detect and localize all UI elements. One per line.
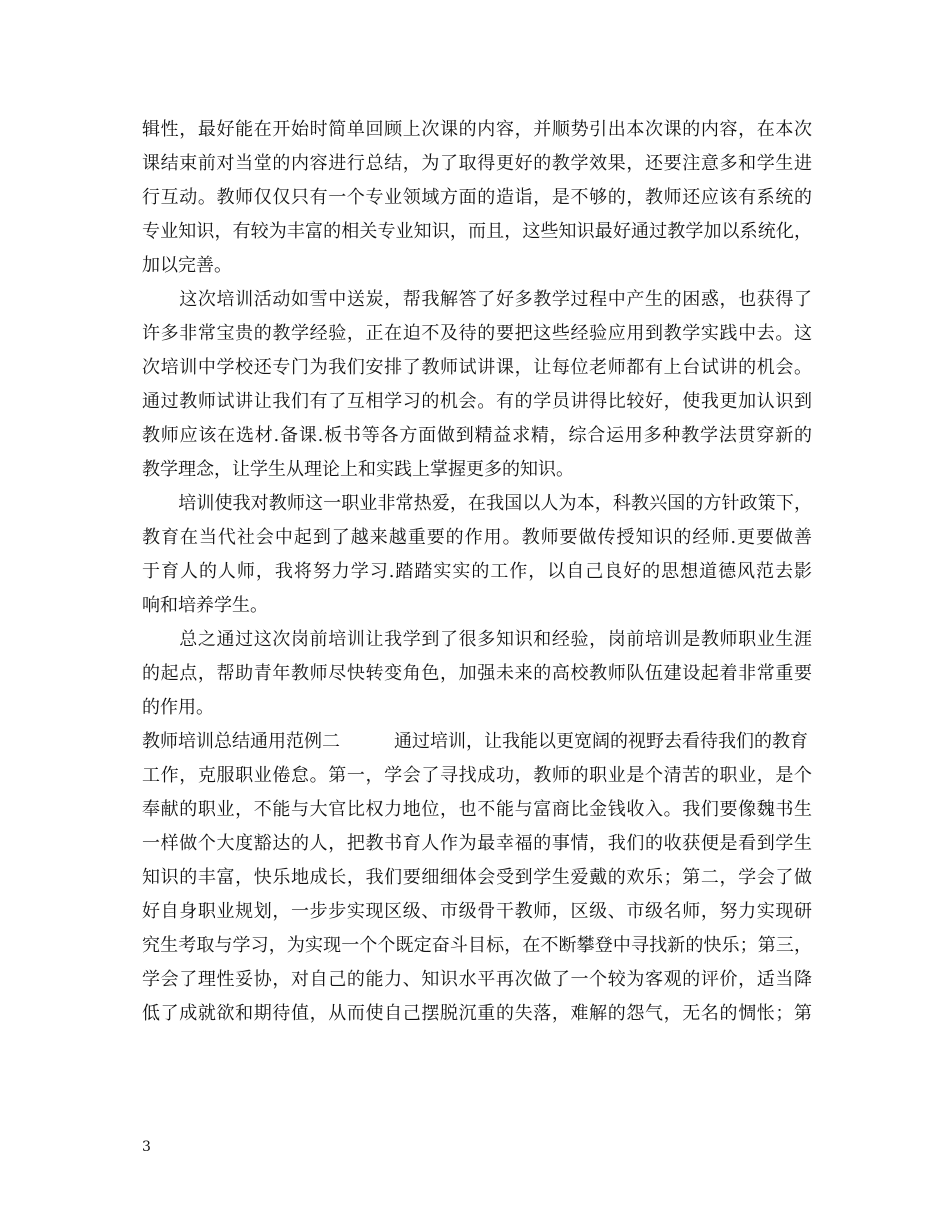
text-line: 许多非常宝贵的教学经验，正在迫不及待的要把这些经验应用到教学实践中去。这: [142, 323, 812, 344]
text-line: 奉献的职业，不能与大官比权力地位，也不能与富商比金钱收入。我们要像魏书生: [142, 799, 812, 820]
text-line: 的作用。: [142, 697, 214, 718]
text-line: 加以完善。: [142, 255, 232, 276]
text-line: 行互动。教师仅仅只有一个专业领域方面的造诣，是不够的，教师还应该有系统的: [142, 187, 812, 208]
text-line: 好自身职业规划，一步步实现区级、市级骨干教师，区级、市级名师，努力实现研: [142, 901, 812, 922]
text-line: 教学理念，让学生从理论上和实践上掌握更多的知识。: [142, 459, 574, 480]
page-number: 3: [142, 1139, 151, 1155]
section-heading-line: [142, 725, 812, 759]
text-line: 响和培养学生。: [142, 595, 268, 616]
text-line: 这次培训活动如雪中送炭，帮我解答了好多教学过程中产生的困惑，也获得了: [142, 289, 812, 310]
text-line: 知识的丰富，快乐地成长，我们要细细体会受到学生爱戴的欢乐；第二，学会了做: [142, 867, 812, 888]
section-intro-text: 通过培训，让我能以更宽阔的视野去看待我们的教育: [394, 731, 808, 752]
text-line: 总之通过这次岗前培训让我学到了很多知识和经验，岗前培训是教师职业生涯: [142, 629, 812, 650]
text-line: 通过教师试讲让我们有了互相学习的机会。有的学员讲得比较好，使我更加认识到: [142, 391, 812, 412]
text-line: 工作，克服职业倦怠。第一，学会了寻找成功，教师的职业是个清苦的职业，是个: [142, 765, 812, 786]
text-line: 的起点，帮助青年教师尽快转变角色，加强未来的高校教师队伍建设起着非常重要: [142, 663, 812, 684]
text-line: 一样做个大度豁达的人，把教书育人作为最幸福的事情，我们的收获便是看到学生: [142, 833, 812, 854]
text-line: 教师应该在选材.备课.板书等各方面做到精益求精，综合运用多种教学法贯穿新的: [142, 425, 812, 446]
text-line: 学会了理性妥协，对自己的能力、知识水平再次做了一个较为客观的评价，适当降: [142, 969, 812, 990]
text-line: 低了成就欲和期待值，从而使自己摆脱沉重的失落，难解的怨气，无名的惆怅；第: [142, 1003, 812, 1024]
text-line: 究生考取与学习，为实现一个个既定奋斗目标，在不断攀登中寻找新的快乐；第三，: [142, 935, 812, 956]
text-line: 辑性，最好能在开始时简单回顾上次课的内容，并顺势引出本次课的内容，在本次: [142, 119, 812, 140]
text-line: 教育在当代社会中起到了越来越重要的作用。教师要做传授知识的经师.更要做善: [142, 527, 812, 548]
section-title: 教师培训总结通用范例二: [142, 731, 340, 752]
text-line: 次培训中学校还专门为我们安排了教师试讲课，让每位老师都有上台试讲的机会。: [142, 357, 812, 378]
text-line: 于育人的人师，我将努力学习.踏踏实实的工作，以自己良好的思想道德风范去影: [142, 561, 812, 582]
text-line: 培训使我对教师这一职业非常热爱，在我国以人为本，科教兴国的方针政策下，: [142, 493, 812, 514]
text-line: 课结束前对当堂的内容进行总结，为了取得更好的教学效果，还要注意多和学生进: [142, 153, 812, 174]
document-body: [142, 113, 812, 1031]
text-line: 专业知识，有较为丰富的相关专业知识，而且，这些知识最好通过教学加以系统化，: [142, 221, 812, 242]
